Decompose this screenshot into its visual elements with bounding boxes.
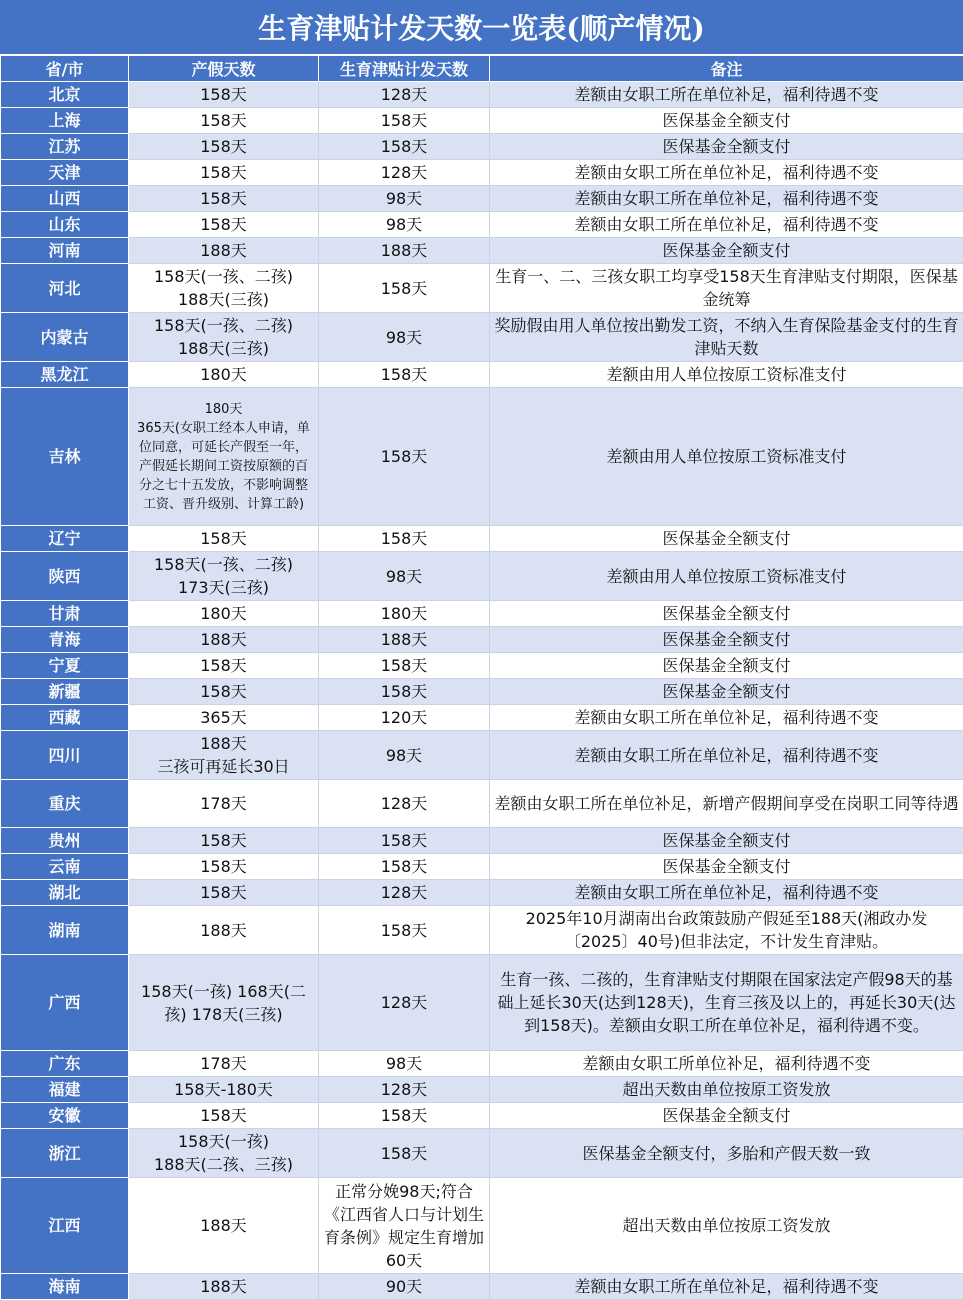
leave-days-cell: 158天 bbox=[129, 880, 319, 906]
province-cell: 天津 bbox=[1, 160, 129, 186]
table-row bbox=[1, 906, 963, 955]
table-row bbox=[1, 552, 963, 601]
subsidy-days-cell: 188天 bbox=[319, 627, 490, 653]
table-row bbox=[1, 82, 963, 108]
note-cell: 医保基金全额支付 bbox=[490, 601, 963, 627]
note-cell: 医保基金全额支付 bbox=[490, 134, 963, 160]
note-cell: 差额由女职工所在单位补足，福利待遇不变 bbox=[490, 186, 963, 212]
province-cell: 广西 bbox=[1, 955, 129, 1051]
table-row bbox=[1, 828, 963, 854]
note-cell: 奖励假由用人单位按出勤发工资，不纳入生育保险基金支付的生育津贴天数 bbox=[490, 313, 963, 362]
leave-days-cell: 158天(一孩) 188天(二孩、三孩) bbox=[129, 1129, 319, 1178]
note-cell: 医保基金全额支付 bbox=[490, 526, 963, 552]
leave-days-cell: 158天 bbox=[129, 212, 319, 238]
note-cell: 生育一、二、三孩女职工均享受158天生育津贴支付期限，医保基金统筹 bbox=[490, 264, 963, 313]
subsidy-days-cell: 128天 bbox=[319, 160, 490, 186]
leave-days-cell: 158天 bbox=[129, 186, 319, 212]
table-row bbox=[1, 955, 963, 1051]
table-row bbox=[1, 212, 963, 238]
leave-days-cell: 180天 365天(女职工经本人申请，单位同意，可延长产假至一年，产假延长期间工资按原额的百分之七十五发放，不影响调整工资、晋升级别、计算工龄) bbox=[129, 388, 319, 526]
subsidy-days-cell: 98天 bbox=[319, 212, 490, 238]
leave-days-cell: 158天(一孩、二孩) 173天(三孩) bbox=[129, 552, 319, 601]
table-row bbox=[1, 313, 963, 362]
leave-days-cell: 188天 bbox=[129, 238, 319, 264]
table-title: 生育津贴计发天数一览表(顺产情况) bbox=[0, 0, 963, 55]
province-cell: 海南 bbox=[1, 1274, 129, 1300]
note-cell: 差额由女职工所在单位补足，福利待遇不变 bbox=[490, 1274, 963, 1300]
province-cell: 云南 bbox=[1, 854, 129, 880]
leave-days-cell: 178天 bbox=[129, 1051, 319, 1077]
subsidy-days-cell: 98天 bbox=[319, 1051, 490, 1077]
subsidy-days-cell: 98天 bbox=[319, 552, 490, 601]
subsidy-days-cell: 158天 bbox=[319, 388, 490, 526]
leave-days-cell: 158天(一孩) 168天(二孩) 178天(三孩) bbox=[129, 955, 319, 1051]
leave-days-cell: 188天 bbox=[129, 1178, 319, 1274]
subsidy-days-cell: 90天 bbox=[319, 1274, 490, 1300]
note-cell: 超出天数由单位按原工资发放 bbox=[490, 1077, 963, 1103]
leave-days-cell: 188天 bbox=[129, 1274, 319, 1300]
province-cell: 山东 bbox=[1, 212, 129, 238]
subsidy-days-cell: 128天 bbox=[319, 780, 490, 828]
subsidy-days-cell: 120天 bbox=[319, 705, 490, 731]
table-row bbox=[1, 264, 963, 313]
table-row bbox=[1, 108, 963, 134]
province-cell: 黑龙江 bbox=[1, 362, 129, 388]
province-cell: 贵州 bbox=[1, 828, 129, 854]
leave-days-cell: 158天 bbox=[129, 854, 319, 880]
table-row bbox=[1, 653, 963, 679]
table-row bbox=[1, 780, 963, 828]
leave-days-cell: 158天 bbox=[129, 82, 319, 108]
subsidy-days-cell: 158天 bbox=[319, 1103, 490, 1129]
table-row bbox=[1, 601, 963, 627]
province-cell: 浙江 bbox=[1, 1129, 129, 1178]
note-cell: 差额由女职工所在单位补足，新增产假期间享受在岗职工同等待遇 bbox=[490, 780, 963, 828]
table-row bbox=[1, 1129, 963, 1178]
province-cell: 青海 bbox=[1, 627, 129, 653]
subsidy-days-cell: 98天 bbox=[319, 313, 490, 362]
province-cell: 内蒙古 bbox=[1, 313, 129, 362]
province-cell: 吉林 bbox=[1, 388, 129, 526]
subsidy-days-cell: 正常分娩98天;符合《江西省人口与计划生育条例》规定生育增加60天 bbox=[319, 1178, 490, 1274]
table-row bbox=[1, 854, 963, 880]
subsidy-days-cell: 158天 bbox=[319, 653, 490, 679]
table-row bbox=[1, 388, 963, 526]
province-cell: 湖南 bbox=[1, 906, 129, 955]
table-row bbox=[1, 705, 963, 731]
province-cell: 湖北 bbox=[1, 880, 129, 906]
province-cell: 新疆 bbox=[1, 679, 129, 705]
province-cell: 福建 bbox=[1, 1077, 129, 1103]
table-row bbox=[1, 238, 963, 264]
note-cell: 超出天数由单位按原工资发放 bbox=[490, 1178, 963, 1274]
subsidy-days-cell: 158天 bbox=[319, 264, 490, 313]
note-cell: 医保基金全额支付 bbox=[490, 653, 963, 679]
note-cell: 2025年10月湖南出台政策鼓励产假延至188天(湘政办发〔2025〕40号)但非法定，不计发生育津贴。 bbox=[490, 906, 963, 955]
note-cell: 生育一孩、二孩的，生育津贴支付期限在国家法定产假98天的基础上延长30天(达到128天)，生育三孩及以上的，再延长30天(达到158天)。差额由女职工所在单位补足，福利待遇不变。 bbox=[490, 955, 963, 1051]
province-cell: 辽宁 bbox=[1, 526, 129, 552]
table-row bbox=[1, 134, 963, 160]
note-cell: 差额由女职工所在单位补足，福利待遇不变 bbox=[490, 731, 963, 780]
subsidy-days-cell: 128天 bbox=[319, 880, 490, 906]
note-cell: 差额由女职工所在单位补足，福利待遇不变 bbox=[490, 82, 963, 108]
subsidy-days-cell: 158天 bbox=[319, 526, 490, 552]
subsidy-days-cell: 158天 bbox=[319, 134, 490, 160]
subsidy-days-cell: 158天 bbox=[319, 906, 490, 955]
province-cell: 西藏 bbox=[1, 705, 129, 731]
table-row bbox=[1, 1103, 963, 1129]
subsidy-days-cell: 128天 bbox=[319, 82, 490, 108]
leave-days-cell: 178天 bbox=[129, 780, 319, 828]
leave-days-cell: 158天 bbox=[129, 108, 319, 134]
note-cell: 差额由用人单位按原工资标准支付 bbox=[490, 552, 963, 601]
table-row bbox=[1, 880, 963, 906]
note-cell: 医保基金全额支付 bbox=[490, 679, 963, 705]
leave-days-cell: 180天 bbox=[129, 362, 319, 388]
note-cell: 差额由女职工所单位补足，福利待遇不变 bbox=[490, 1051, 963, 1077]
subsidy-days-cell: 128天 bbox=[319, 1077, 490, 1103]
table-row bbox=[1, 679, 963, 705]
leave-days-cell: 158天 bbox=[129, 653, 319, 679]
note-cell: 医保基金全额支付 bbox=[490, 238, 963, 264]
note-cell: 差额由女职工所在单位补足，福利待遇不变 bbox=[490, 705, 963, 731]
leave-days-cell: 158天 bbox=[129, 160, 319, 186]
note-cell: 医保基金全额支付 bbox=[490, 627, 963, 653]
subsidy-days-cell: 98天 bbox=[319, 186, 490, 212]
table-row bbox=[1, 186, 963, 212]
province-cell: 上海 bbox=[1, 108, 129, 134]
province-cell: 四川 bbox=[1, 731, 129, 780]
table-row bbox=[1, 160, 963, 186]
header-row bbox=[1, 56, 963, 82]
leave-days-cell: 180天 bbox=[129, 601, 319, 627]
province-cell: 河北 bbox=[1, 264, 129, 313]
subsidy-days-cell: 188天 bbox=[319, 238, 490, 264]
province-cell: 陕西 bbox=[1, 552, 129, 601]
table-row bbox=[1, 627, 963, 653]
note-cell: 医保基金全额支付，多胎和产假天数一致 bbox=[490, 1129, 963, 1178]
note-cell: 差额由用人单位按原工资标准支付 bbox=[490, 362, 963, 388]
province-cell: 山西 bbox=[1, 186, 129, 212]
table-row bbox=[1, 1274, 963, 1300]
leave-days-cell: 158天-180天 bbox=[129, 1077, 319, 1103]
note-cell: 医保基金全额支付 bbox=[490, 108, 963, 134]
leave-days-cell: 158天 bbox=[129, 134, 319, 160]
province-cell: 江西 bbox=[1, 1178, 129, 1274]
province-cell: 广东 bbox=[1, 1051, 129, 1077]
maternity-subsidy-table bbox=[0, 55, 963, 1300]
table-row bbox=[1, 731, 963, 780]
province-cell: 宁夏 bbox=[1, 653, 129, 679]
note-cell: 差额由女职工所在单位补足，福利待遇不变 bbox=[490, 212, 963, 238]
subsidy-days-cell: 158天 bbox=[319, 854, 490, 880]
table-row bbox=[1, 362, 963, 388]
header-province: 省/市 bbox=[1, 56, 129, 82]
province-cell: 河南 bbox=[1, 238, 129, 264]
header-leave-days: 产假天数 bbox=[129, 56, 319, 82]
leave-days-cell: 158天 bbox=[129, 526, 319, 552]
table-row bbox=[1, 1051, 963, 1077]
table-row bbox=[1, 1077, 963, 1103]
subsidy-days-cell: 158天 bbox=[319, 362, 490, 388]
note-cell: 差额由女职工所在单位补足，福利待遇不变 bbox=[490, 160, 963, 186]
subsidy-days-cell: 180天 bbox=[319, 601, 490, 627]
leave-days-cell: 158天 bbox=[129, 679, 319, 705]
note-cell: 差额由女职工所在单位补足，福利待遇不变 bbox=[490, 880, 963, 906]
header-notes: 备注 bbox=[490, 56, 963, 82]
note-cell: 差额由用人单位按原工资标准支付 bbox=[490, 388, 963, 526]
province-cell: 江苏 bbox=[1, 134, 129, 160]
leave-days-cell: 188天 三孩可再延长30日 bbox=[129, 731, 319, 780]
province-cell: 重庆 bbox=[1, 780, 129, 828]
leave-days-cell: 188天 bbox=[129, 906, 319, 955]
province-cell: 北京 bbox=[1, 82, 129, 108]
subsidy-days-cell: 98天 bbox=[319, 731, 490, 780]
subsidy-days-cell: 158天 bbox=[319, 108, 490, 134]
header-subsidy-days: 生育津贴计发天数 bbox=[319, 56, 490, 82]
leave-days-cell: 188天 bbox=[129, 627, 319, 653]
province-cell: 甘肃 bbox=[1, 601, 129, 627]
leave-days-cell: 158天(一孩、二孩) 188天(三孩) bbox=[129, 313, 319, 362]
subsidy-days-cell: 128天 bbox=[319, 955, 490, 1051]
leave-days-cell: 158天 bbox=[129, 828, 319, 854]
province-cell: 安徽 bbox=[1, 1103, 129, 1129]
note-cell: 医保基金全额支付 bbox=[490, 828, 963, 854]
leave-days-cell: 158天(一孩、二孩) 188天(三孩) bbox=[129, 264, 319, 313]
subsidy-days-cell: 158天 bbox=[319, 679, 490, 705]
leave-days-cell: 365天 bbox=[129, 705, 319, 731]
note-cell: 医保基金全额支付 bbox=[490, 854, 963, 880]
subsidy-days-cell: 158天 bbox=[319, 1129, 490, 1178]
note-cell: 医保基金全额支付 bbox=[490, 1103, 963, 1129]
table-row bbox=[1, 526, 963, 552]
table-body bbox=[1, 82, 963, 1300]
subsidy-days-cell: 158天 bbox=[319, 828, 490, 854]
leave-days-cell: 158天 bbox=[129, 1103, 319, 1129]
table-row bbox=[1, 1178, 963, 1274]
